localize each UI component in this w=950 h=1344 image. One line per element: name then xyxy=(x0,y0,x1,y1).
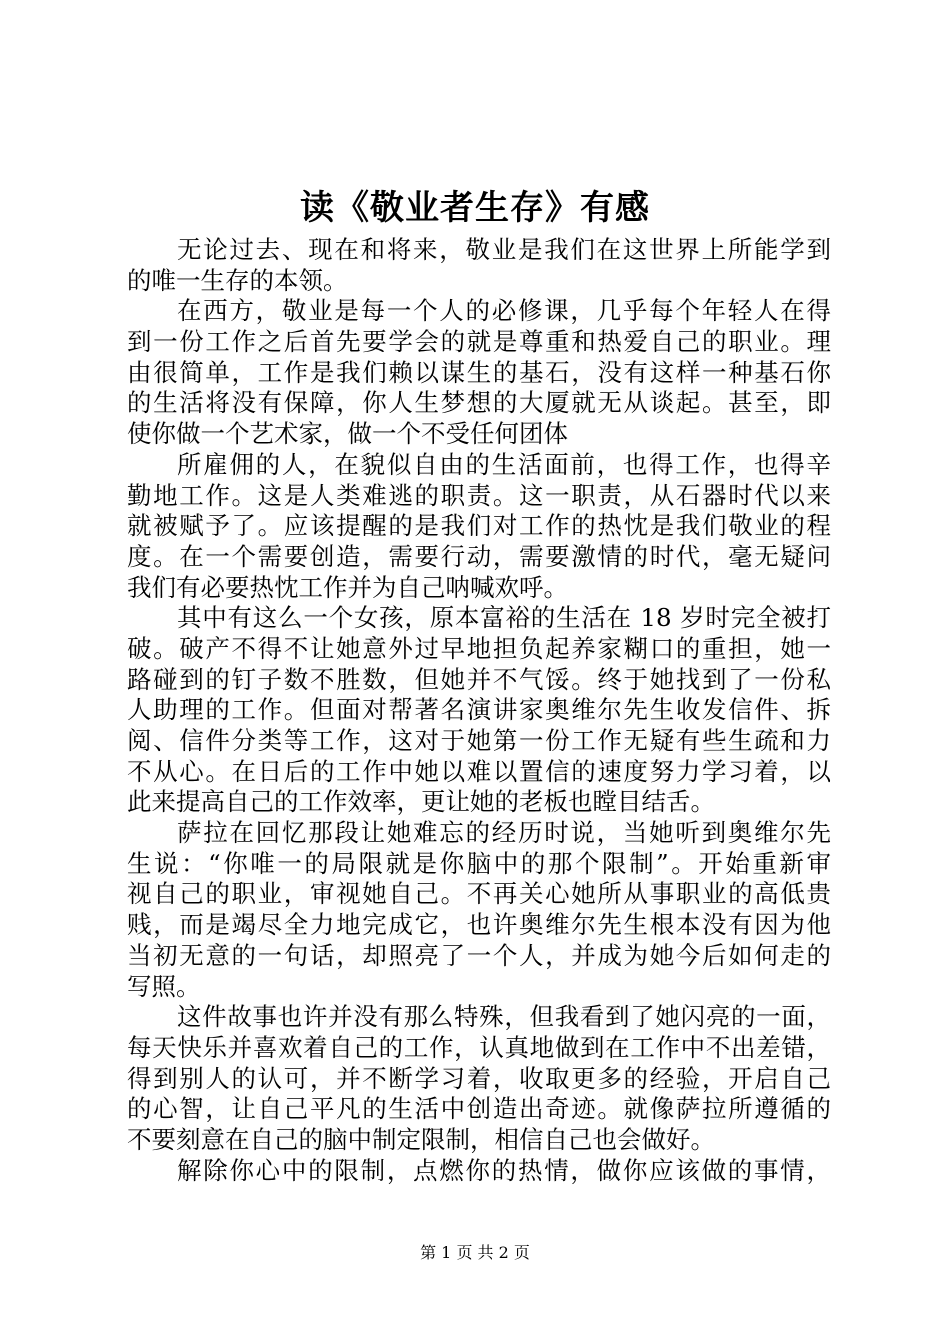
text-line: 的生活将没有保障，你人生梦想的大厦就无从谈起。甚至，即 xyxy=(127,388,831,418)
text-line: 其中有这么一个女孩，原本富裕的生活在 18 岁时完全被打 xyxy=(177,603,831,633)
text-line: 我们有必要热忱工作并为自己呐喊欢呼。 xyxy=(127,572,568,602)
text-line: 写照。 xyxy=(127,971,201,1001)
text-line: 由很简单，工作是我们赖以谋生的基石，没有这样一种基石你 xyxy=(127,357,831,387)
text-line: 生说：“你唯一的局限就是你脑中的那个限制”。开始重新审 xyxy=(127,848,831,878)
text-line: 当初无意的一句话，却照亮了一个人，并成为她今后如何走的 xyxy=(127,940,831,970)
text-line: 贱，而是竭尽全力地完成它，也许奥维尔先生根本没有因为他 xyxy=(127,910,831,940)
text-line: 勤地工作。这是人类难逃的职责。这一职责，从石器时代以来 xyxy=(127,480,831,510)
text-line: 就被赋予了。应该提醒的是我们对工作的热忱是我们敬业的程 xyxy=(127,511,831,541)
text-line: 在西方，敬业是每一个人的必修课，几乎每个年轻人在得 xyxy=(177,296,831,326)
text-line: 无论过去、现在和将来，敬业是我们在这世界上所能学到 xyxy=(177,235,831,264)
text-line: 视自己的职业，审视她自己。不再关心她所从事职业的高低贵 xyxy=(127,879,831,909)
text-line: 使你做一个艺术家，做一个不受任何团体 xyxy=(127,419,568,449)
text-line: 阅、信件分类等工作，这对于她第一份工作无疑有些生疏和力 xyxy=(127,726,831,755)
page-footer: 第 1 页 共 2 页 xyxy=(420,1243,530,1262)
text-line: 路碰到的钉子数不胜数，但她并不气馁。终于她找到了一份私 xyxy=(127,664,831,694)
text-line: 此来提高自己的工作效率，更让她的老板也瞠目结舌。 xyxy=(127,787,715,817)
text-line: 不要刻意在自己的脑中制定限制，相信自己也会做好。 xyxy=(127,1124,715,1154)
text-line: 的唯一生存的本领。 xyxy=(127,265,348,295)
document-title: 读《敬业者生存》有感 xyxy=(300,188,650,228)
text-line: 的心智，让自己平凡的生活中创造出奇迹。就像萨拉所遵循的 xyxy=(127,1094,831,1124)
text-line: 人助理的工作。但面对帮著名演讲家奥维尔先生收发信件、拆 xyxy=(127,695,831,725)
text-line: 得到别人的认可，并不断学习着，收取更多的经验，开启自己 xyxy=(127,1063,831,1093)
text-line: 到一份工作之后首先要学会的就是尊重和热爱自己的职业。理 xyxy=(127,327,831,357)
text-line: 破。破产不得不让她意外过早地担负起养家糊口的重担，她一 xyxy=(127,633,831,663)
text-line: 不从心。在日后的工作中她以难以置信的速度努力学习着，以 xyxy=(127,756,831,786)
text-line: 度。在一个需要创造，需要行动，需要激情的时代，毫无疑问 xyxy=(127,541,831,571)
text-line: 所雇佣的人，在貌似自由的生活面前，也得工作，也得辛 xyxy=(177,449,831,479)
text-line: 解除你心中的限制，点燃你的热情，做你应该做的事情， xyxy=(177,1155,831,1185)
text-line: 这件故事也许并没有那么特殊，但我看到了她闪亮的一面， xyxy=(177,1002,831,1032)
document-body xyxy=(127,235,831,1186)
text-line: 萨拉在回忆那段让她难忘的经历时说，当她听到奥维尔先 xyxy=(177,818,831,848)
text-line: 每天快乐并喜欢着自己的工作，认真地做到在工作中不出差错， xyxy=(127,1032,831,1062)
